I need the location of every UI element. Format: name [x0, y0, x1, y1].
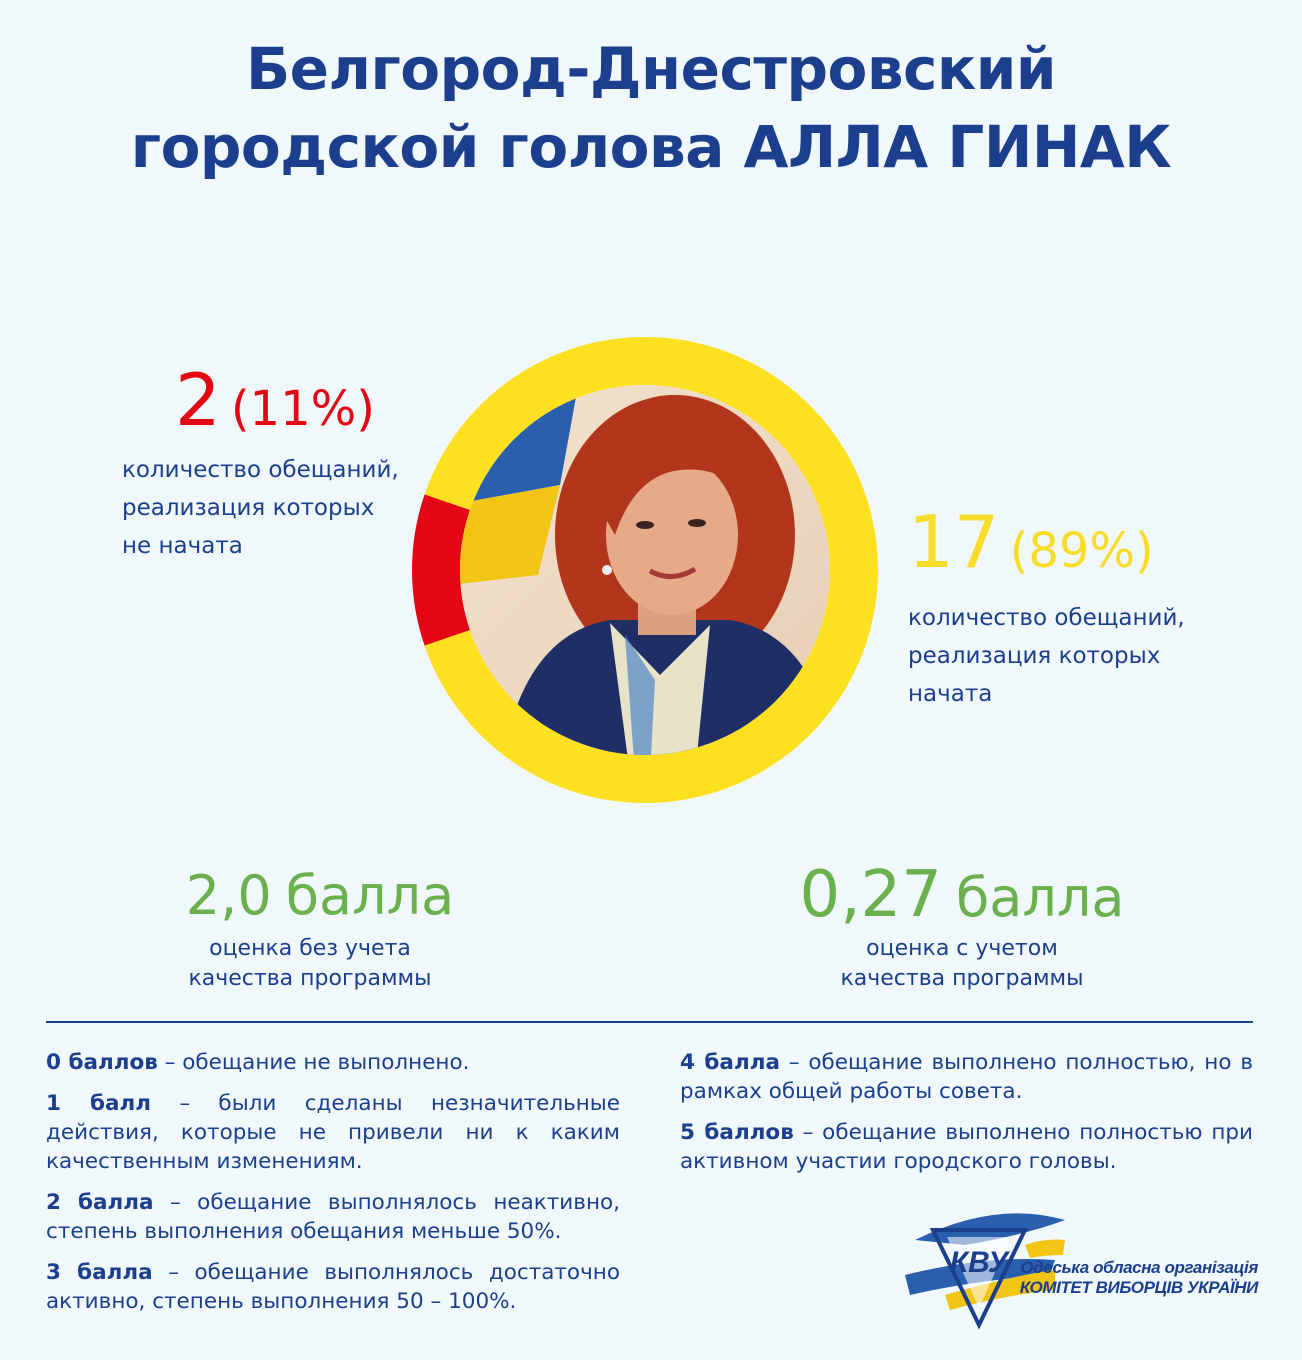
divider: [46, 1021, 1253, 1023]
page-title: [0, 30, 1302, 186]
score-desc-line: качества программы: [840, 966, 1084, 991]
legend-item-score: 0 баллов: [46, 1050, 158, 1075]
score-without-quality-value: 2,0: [185, 864, 272, 927]
logo-mark: КВУ: [949, 1246, 1009, 1279]
legend-item-text: – обещание выполнялось неактивно, степень выполнения обещания меньше 50%.: [46, 1190, 620, 1244]
score-with-quality-description: [762, 934, 1162, 994]
organization-name: [1010, 1258, 1258, 1298]
started-desc-line: количество обещаний,: [908, 605, 1185, 631]
legend-item-score: 4 балла: [680, 1050, 780, 1075]
legend-item-score: 1 балл: [46, 1091, 151, 1116]
not-started-stat: [175, 358, 375, 442]
score-unit: балла: [955, 866, 1125, 929]
started-desc-line: реализация которых: [908, 643, 1161, 669]
title-line-2: городской голова АЛЛА ГИНАК: [130, 113, 1172, 181]
legend-item-text: – были сделаны незначительные действия, которые не привели ни к каким качественным изменениям.: [46, 1091, 620, 1174]
scoring-legend-left: [46, 1048, 620, 1328]
scoring-legend-right: [680, 1048, 1253, 1188]
legend-item: [680, 1118, 1253, 1176]
legend-item-text: – обещание выполнено полностью при активном участии городского головы.: [680, 1120, 1253, 1174]
score-without-quality-description: [110, 934, 510, 994]
score-without-quality: [120, 864, 520, 927]
not-started-description: [122, 451, 412, 565]
not-started-count: 2: [175, 358, 221, 442]
score-with-quality: [762, 858, 1162, 932]
promise-donut-chart: [410, 335, 880, 805]
not-started-percent: (11%): [230, 381, 375, 437]
score-desc-line: качества программы: [188, 966, 432, 991]
legend-item-score: 3 балла: [46, 1260, 153, 1285]
score-unit: балла: [285, 864, 455, 927]
not-started-desc-line: не начата: [122, 533, 243, 559]
legend-item-score: 2 балла: [46, 1190, 154, 1215]
not-started-desc-line: количество обещаний,: [122, 457, 399, 483]
started-stat: [908, 500, 1154, 584]
title-line-1: Белгород-Днестровский: [245, 35, 1057, 103]
legend-item: [46, 1258, 620, 1316]
legend-item: [46, 1089, 620, 1176]
started-description: [908, 599, 1198, 713]
score-desc-line: оценка без учета: [209, 936, 411, 961]
started-count: 17: [908, 500, 1000, 584]
organization-name-line-1: Одеська обласна організація: [1020, 1258, 1258, 1277]
score-desc-line: оценка с учетом: [866, 936, 1058, 961]
legend-item-text: – обещание выполнено полностью, но в рамках общей работы совета.: [680, 1050, 1254, 1104]
started-desc-line: начата: [908, 681, 993, 707]
legend-item-text: – обещание не выполнено.: [157, 1050, 470, 1075]
legend-item-score: 5 баллов: [680, 1120, 794, 1145]
legend-item-text: – обещание выполнялось достаточно активно, степень выполнения 50 – 100%.: [46, 1260, 620, 1314]
legend-item: [680, 1048, 1253, 1106]
not-started-desc-line: реализация которых: [122, 495, 375, 521]
score-with-quality-value: 0,27: [799, 858, 942, 932]
organization-name-line-2: КОМІТЕТ ВИБОРЦІВ УКРАЇНИ: [1019, 1278, 1258, 1297]
legend-item: [46, 1048, 620, 1077]
legend-item: [46, 1188, 620, 1246]
started-percent: (89%): [1009, 523, 1154, 579]
